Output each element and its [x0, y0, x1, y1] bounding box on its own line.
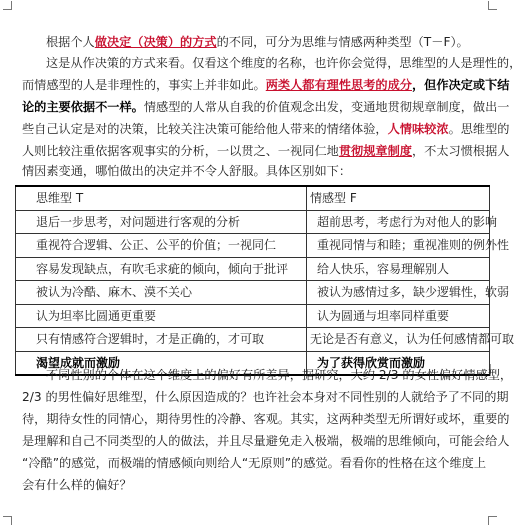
table-cell: 容易发现缺点，有吹毛求疵的倾向，倾向于批评 [16, 257, 307, 281]
paragraph-line [22, 143, 510, 159]
crop-mark-top-right [488, 1, 497, 10]
table-row [16, 234, 490, 258]
paragraph-line: 2/3 的男性偏好思维型，什么原因造成的？也许社会本身对不同性别的人就给予了不同的期 [22, 390, 509, 404]
crop-mark-bottom-left [3, 516, 12, 525]
table-cell: 认为圆通与坦率同样重要 [307, 304, 490, 328]
crop-mark-top-left [3, 1, 12, 10]
comparison-table [15, 185, 515, 376]
table-cell: 重视符合逻辑、公正、公平的价值；一视同仁 [16, 234, 307, 258]
text-run: ，不太习惯根据人 [412, 144, 510, 158]
text-run: 的不同，可分为思维与情感两种类型（T－F）。 [216, 35, 469, 49]
table-row [16, 304, 490, 328]
crop-mark-bottom-right [488, 516, 497, 525]
table-cell: 只有情感符合逻辑时，才是正确的，才可取 [16, 328, 307, 352]
paragraph-line: 是理解和自己不同类型的人的做法，并且尽量避免走入极端，极端的思维倾向，可能会给人 [22, 434, 510, 448]
table-cell: 超前思考，考虑行为对他人的影响 [307, 210, 490, 234]
table-row [16, 257, 490, 281]
table-cell: 给人快乐，容易理解别人 [307, 257, 490, 281]
paragraph-line [22, 121, 510, 137]
highlight-rational-thinking: 两类人都有理性思考的成分 [265, 78, 412, 92]
table-cell: 认为坦率比圆通更重要 [16, 304, 307, 328]
paragraph-line [22, 99, 510, 115]
paragraph-line: 情因素变通，哪怕做出的决定并不令人舒服。具体区别如下： [22, 164, 352, 178]
table-cell: 被认为冷酷、麻木、漠不关心 [16, 281, 307, 305]
table-header-row [16, 186, 490, 210]
table-cell: 重视同情与和睦；重视准则的例外性 [307, 234, 490, 258]
text-run: 些自己认定是对的决策，比较关注决策可能给他人带来的情绪体验， [22, 122, 388, 136]
bold-text: 论的主要依据不一样。 [22, 100, 144, 114]
paragraph-line: 会有什么样的偏好？ [22, 478, 132, 492]
text-run: 而情感型的人是非理性的，事实上并非如此。 [22, 78, 266, 92]
paragraph-line [22, 77, 510, 93]
highlight-rules: 贯彻规章制度 [338, 144, 412, 158]
text-run: 。思维型的 [448, 122, 510, 136]
table-cell: 为了获得欣赏而激励 [307, 351, 490, 375]
paragraph-line: “冷酷”的感觉，而极端的情感倾向则给人“无原则”的感觉。看看你的性格在这个维度上 [22, 456, 487, 470]
paragraph-intro [46, 34, 469, 50]
paragraph-line: 待，期待女性的同情心，期待男性的冷静、客观。其实，这两种类型无所谓好或坏，重要的 [22, 412, 510, 426]
table-row [16, 281, 490, 305]
paragraph-line: 不同性别的个体在这个维度上的偏好有所差异，据研究，大约 2/3 的女性偏好情感型， [46, 368, 513, 382]
text-run: 人则比较注重依据客观事实的分析，一以贯之、一视同仁地 [22, 144, 339, 158]
text-run: 情感型的人常从自我的价值观念出发，变通地贯彻规章制度，做出一 [143, 100, 510, 114]
text-run: 根据个人 [46, 35, 95, 49]
table-row [16, 210, 490, 234]
table-header: 情感型 F [307, 186, 490, 210]
table-header: 思维型 T [16, 186, 307, 210]
table-cell: 渴望成就而激励 [16, 351, 307, 375]
table-cell: 退后一步思考，对问题进行客观的分析 [16, 210, 307, 234]
bold-text: ，但作决定或下结 [412, 78, 510, 92]
table-row [16, 328, 490, 352]
highlight-decision-method: 做决定（决策）的方式 [94, 35, 217, 49]
table-cell: 被认为感情过多，缺少逻辑性，软弱 [307, 281, 490, 305]
highlight-human-touch: 人情味较浓 [387, 122, 449, 136]
table-cell: 无论是否有意义，认为任何感情都可取 [307, 328, 490, 352]
paragraph-line: 这是从作决策的方式来看。仅看这个维度的名称，也许你会觉得，思维型的人是理性的， [46, 56, 521, 70]
